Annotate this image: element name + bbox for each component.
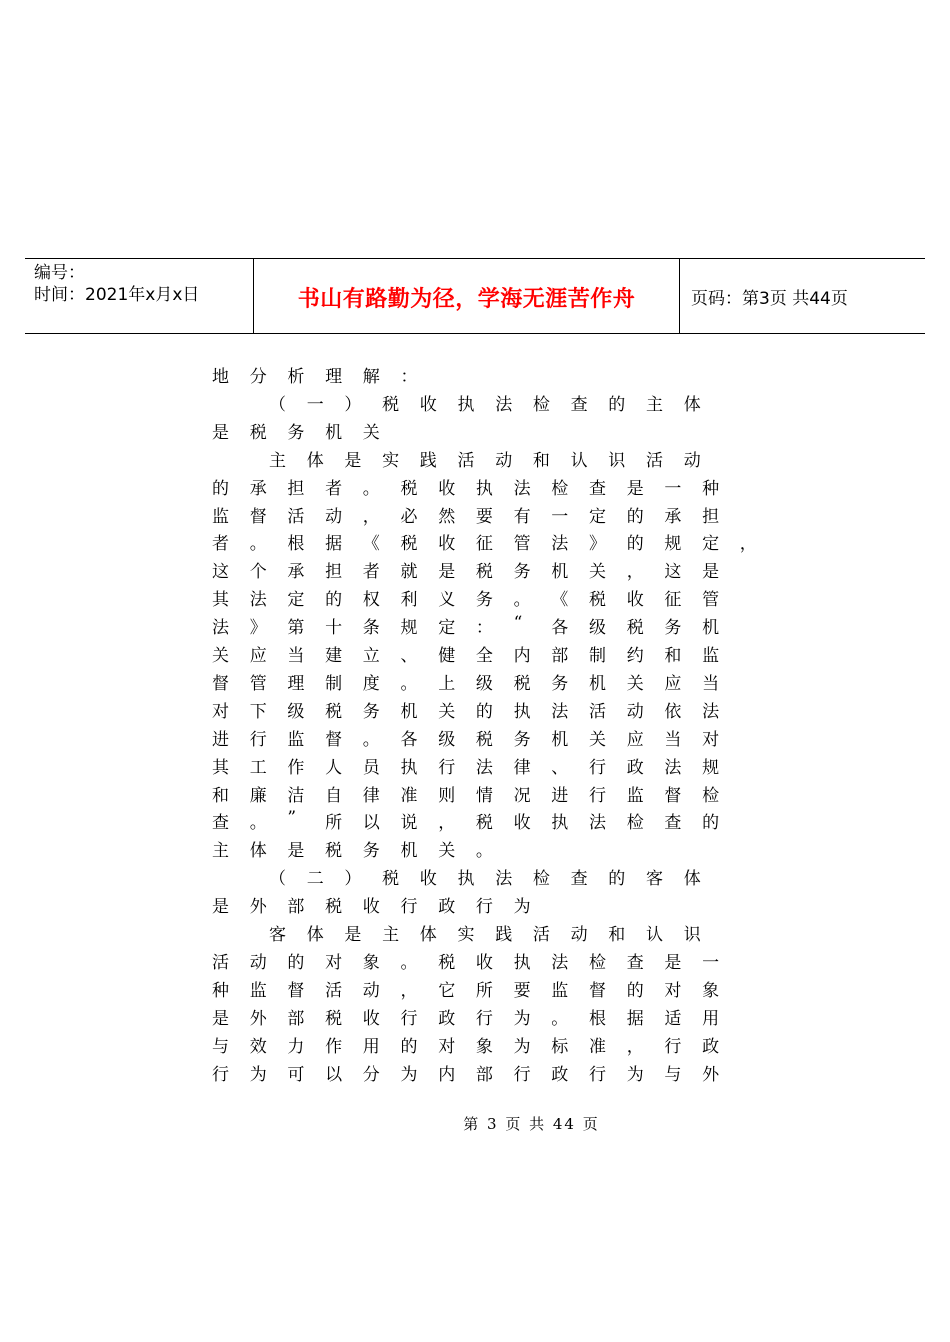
body-line: 督 管 理 制 度 。 上 级 税 务 机 关 应 当 xyxy=(212,673,720,694)
body-line: 法 》 第 十 条 规 定 ： “ 各 级 税 务 机 xyxy=(212,613,720,639)
header-motto: 书山有路勤为径，学海无涯苦作舟 xyxy=(254,259,680,333)
body-line: 者 。 根 据 《 税 收 征 管 法 》 的 规 定 ， xyxy=(212,534,757,555)
body-line: 和 廉 洁 自 律 准 则 情 况 进 行 监 督 检 xyxy=(212,785,720,806)
body-line: 这 个 承 担 者 就 是 税 务 机 关 ， 这 是 xyxy=(212,562,720,583)
body-line: （ 二 ） 税 收 执 法 检 查 的 客 体 xyxy=(269,869,701,890)
header-meta xyxy=(25,259,254,333)
body-line: 行 为 可 以 分 为 内 部 行 政 行 为 与 外 xyxy=(212,1064,720,1085)
body-line: 是 外 部 税 收 行 政 行 为 xyxy=(212,897,531,918)
body-line: 其 法 定 的 权 利 义 务 。 《 税 收 征 管 xyxy=(212,590,720,611)
body-line: 其 工 作 人 员 执 行 法 律 、 行 政 法 规 xyxy=(212,757,720,778)
body-line: 与 效 力 作 用 的 对 象 为 标 准 ， 行 政 xyxy=(212,1036,720,1057)
number-label: 编号： xyxy=(34,263,85,283)
body-line: 关 应 当 建 立 、 健 全 内 部 制 约 和 监 xyxy=(212,646,720,666)
body-line: 是 外 部 税 收 行 政 行 为 。 根 据 适 用 xyxy=(212,1008,720,1029)
body-line: （ 一 ） 税 收 执 法 检 查 的 主 体 xyxy=(269,394,701,415)
document-header xyxy=(25,258,925,334)
body-line: 查 。 ” 所 以 说 ， 税 收 执 法 检 查 的 xyxy=(212,808,720,834)
body-line: 进 行 监 督 。 各 级 税 务 机 关 应 当 对 xyxy=(212,729,720,750)
body-line: 主 体 是 税 务 机 关 。 xyxy=(212,841,493,862)
header-page-info: 页码：第3页 共44页 xyxy=(691,289,848,309)
body-line: 的 承 担 者 。 税 收 执 法 检 查 是 一 种 xyxy=(212,478,720,499)
body-line: 活 动 的 对 象 。 税 收 执 法 检 查 是 一 xyxy=(212,952,720,973)
body-line: 对 下 级 税 务 机 关 的 执 法 活 动 依 法 xyxy=(212,701,720,722)
body-line: 主 体 是 实 践 活 动 和 认 识 活 动 xyxy=(269,450,701,471)
page-footer: 第 3 页 共 44 页 xyxy=(463,1115,600,1133)
body-line: 地 分 析 理 解 ： xyxy=(212,367,418,387)
body-line: 监 督 活 动 ， 必 然 要 有 一 定 的 承 担 xyxy=(212,506,720,527)
time-label: 时间：2021年x月x日 xyxy=(34,285,200,305)
body-line: 客 体 是 主 体 实 践 活 动 和 认 识 xyxy=(269,925,701,945)
body-line: 是 税 务 机 关 xyxy=(212,422,380,443)
body-line: 种 监 督 活 动 ， 它 所 要 监 督 的 对 象 xyxy=(212,980,720,1001)
